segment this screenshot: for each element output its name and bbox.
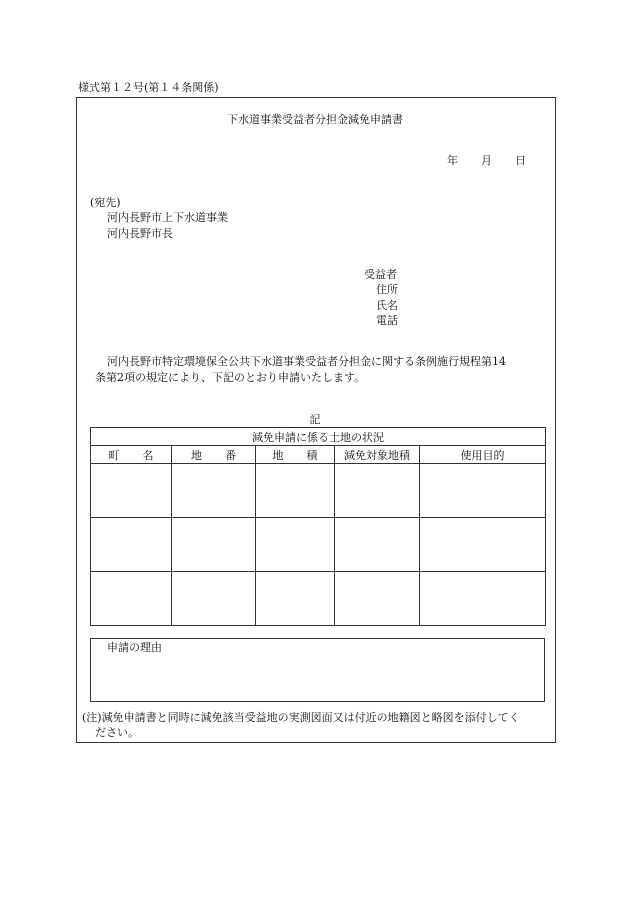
note-line1: (注)減免申請書と同時に減免該当受益地の実測図面又は付近の地籍図と略図を添付してく: [82, 711, 520, 724]
applicant-label: 受益者: [364, 268, 397, 281]
land-status-table: [90, 427, 546, 626]
ki-heading: 記: [309, 413, 321, 426]
reason-label: 申請の理由: [107, 641, 162, 654]
cell-lot-number[interactable]: [172, 572, 256, 626]
applicant-name-label: 氏名: [376, 299, 398, 312]
cell-land-area[interactable]: [256, 464, 335, 518]
header-lot-number: 地番: [172, 446, 256, 464]
header-town-name: 町名: [91, 446, 172, 464]
applicant-phone-label: 電話: [376, 314, 398, 327]
addressee-mayor: 河内長野市長: [107, 227, 173, 240]
cell-exempt-area[interactable]: [335, 572, 420, 626]
date-day-label: 日: [515, 154, 526, 167]
form-number: 様式第１２号(第１４条関係): [78, 81, 219, 94]
cell-lot-number[interactable]: [172, 464, 256, 518]
table-row: [91, 572, 546, 626]
table-row: [91, 464, 546, 518]
addressee-label: (宛先): [90, 196, 121, 209]
table-row: [91, 518, 546, 572]
cell-lot-number[interactable]: [172, 518, 256, 572]
cell-town-name[interactable]: [91, 464, 172, 518]
applicant-address-label: 住所: [376, 283, 398, 296]
addressee-organization: 河内長野市上下水道事業: [107, 211, 228, 224]
note-line2: ださい。: [95, 726, 139, 739]
cell-purpose[interactable]: [420, 518, 546, 572]
cell-land-area[interactable]: [256, 572, 335, 626]
date-month-label: 月: [481, 154, 492, 167]
cell-town-name[interactable]: [91, 572, 172, 626]
cell-exempt-area[interactable]: [335, 518, 420, 572]
header-exempt-area: 減免対象地積: [335, 446, 420, 464]
body-text-line2: 条第2項の規定により、下記のとおり申請いたします。: [95, 371, 366, 384]
date-year-label: 年: [447, 154, 458, 167]
document-title: 下水道事業受益者分担金減免申請書: [227, 113, 403, 126]
cell-exempt-area[interactable]: [335, 464, 420, 518]
cell-purpose[interactable]: [420, 464, 546, 518]
body-text-line1: 河内長野市特定環境保全公共下水道事業受益者分担金に関する条例施行規程第14: [107, 355, 506, 368]
cell-purpose[interactable]: [420, 572, 546, 626]
table-caption: 減免申請に係る土地の状況: [91, 428, 546, 446]
cell-town-name[interactable]: [91, 518, 172, 572]
header-purpose: 使用目的: [420, 446, 546, 464]
header-land-area: 地積: [256, 446, 335, 464]
cell-land-area[interactable]: [256, 518, 335, 572]
